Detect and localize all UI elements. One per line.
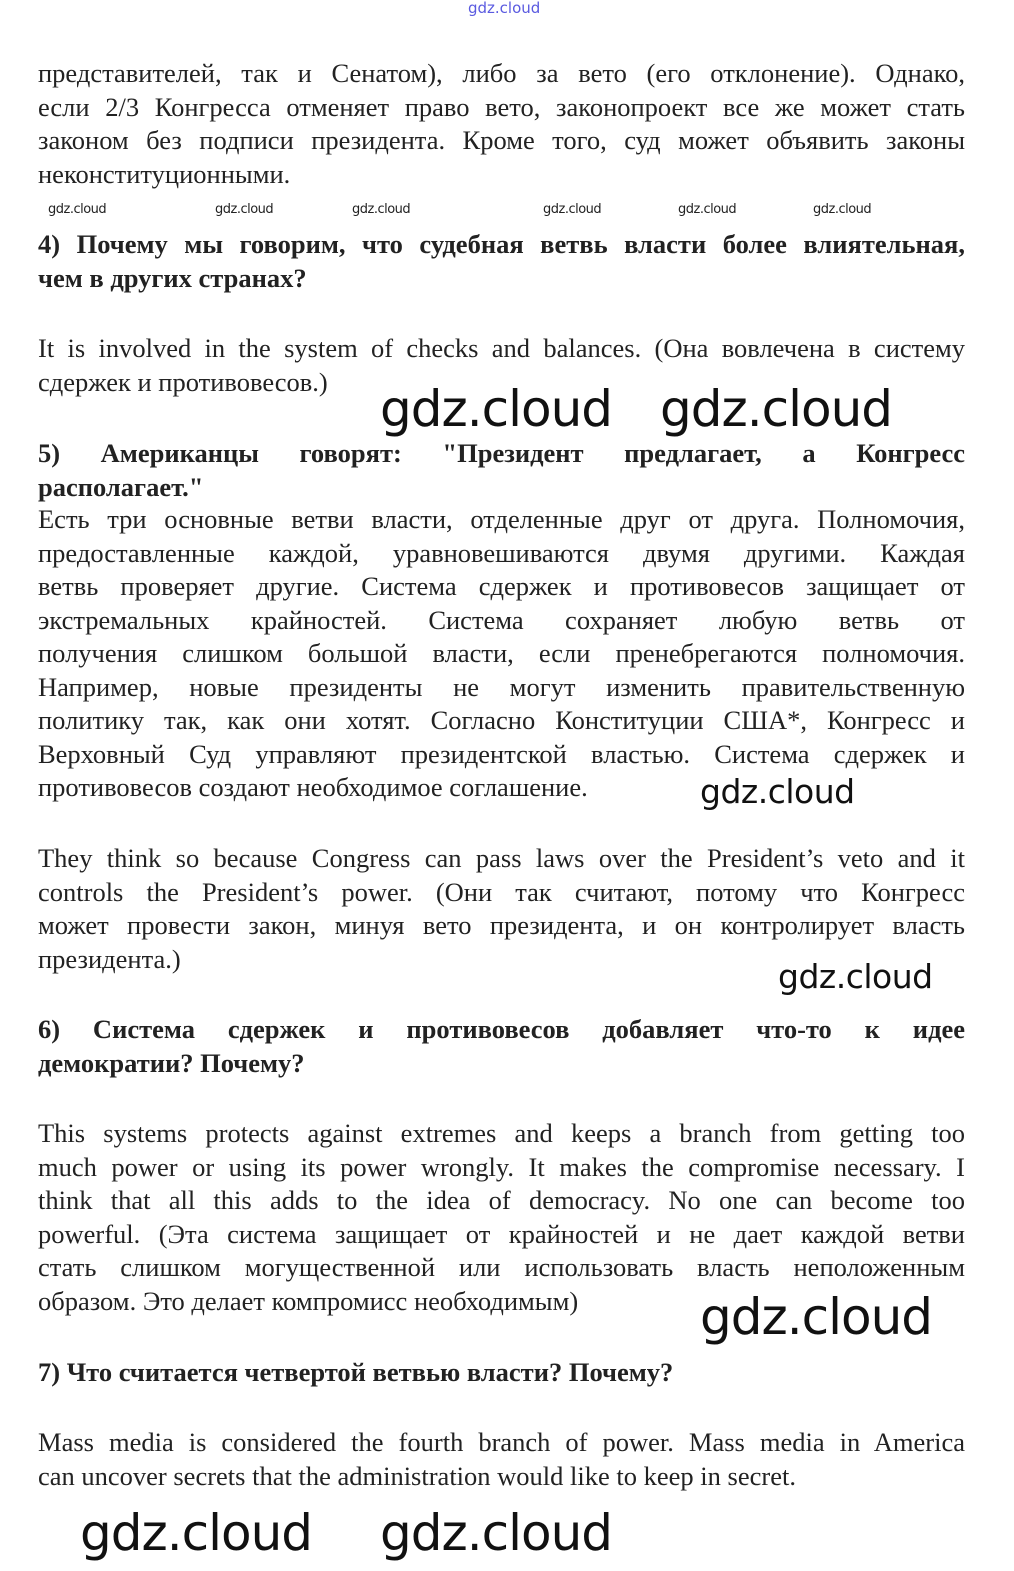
text-line: It is involved in the system of checks and balances. (Она вовлечена в систему — [38, 333, 965, 363]
text-line: powerful. (Эта система защищает от крайностей и не дает каждой ветви — [38, 1218, 965, 1249]
watermark-medium: gdz.cloud — [700, 772, 855, 811]
watermark-large: gdz.cloud — [660, 380, 893, 438]
text-line: получения слишком большой власти, если пренебрегаются полномочия. — [38, 638, 965, 668]
text-line: much power or using its power wrongly. It makes the compromise necessary. I — [38, 1151, 965, 1182]
watermark-large: gdz.cloud — [380, 380, 613, 438]
text-line: think that all this adds to the idea of democracy. No one can become too — [38, 1185, 965, 1215]
watermark-small: gdz.cloud — [215, 202, 274, 217]
watermark-small: gdz.cloud — [48, 202, 107, 217]
text-line: демократии? Почему? — [38, 1047, 305, 1078]
text-line: может провести закон, минуя вето президента, и он контролирует власть — [38, 910, 965, 940]
text-line: can uncover secrets that the administration would like to keep in secret. — [38, 1460, 796, 1491]
watermark-large: gdz.cloud — [380, 1504, 613, 1562]
text-line: ветвь проверяет другие. Система сдержек и противовесов защищает от — [38, 571, 965, 601]
question-7 — [38, 1356, 965, 1390]
text-line: 4) Почему мы говорим, что судебная ветвь власти более влиятельная, — [38, 229, 965, 259]
text-line: 6) Система сдержек и противовесов добавляет что-то к идее — [38, 1014, 965, 1044]
text-line: президента.) — [38, 943, 181, 974]
text-line: чем в других странах? — [38, 262, 307, 293]
text-line: стать слишком могущественной или использовать власть неположенным — [38, 1252, 965, 1282]
text-line: Mass media is considered the fourth branch of power. Mass media in America — [38, 1427, 965, 1457]
paragraph-veto — [38, 57, 965, 191]
text-line: образом. Это делает компромисс необходимым) — [38, 1285, 579, 1316]
text-line: This systems protects against extremes and keeps a branch from getting too — [38, 1118, 965, 1148]
text-line: 5) Американцы говорят: "Президент предлагает, а Конгресс — [38, 438, 965, 468]
text-line: располагает." — [38, 471, 204, 502]
watermark-large: gdz.cloud — [700, 1288, 933, 1346]
text-line: предоставленные каждой, уравновешиваются двумя другими. Каждая — [38, 537, 965, 568]
text-line: Например, новые президенты не могут изменить правительственную — [38, 671, 965, 702]
watermark-small: gdz.cloud — [543, 202, 602, 217]
question-4 — [38, 228, 965, 295]
text-line: неконституционными. — [38, 158, 291, 189]
watermark-small: gdz.cloud — [813, 202, 872, 217]
text-line: политику так, как они хотят. Согласно Конституции США*, Конгресс и — [38, 705, 965, 735]
text-line: сдержек и противовесов.) — [38, 366, 328, 397]
text-line: экстремальных крайностей. Система сохраняет любую ветвь от — [38, 604, 965, 635]
answer-7 — [38, 1426, 965, 1493]
watermark-top-link[interactable]: gdz.cloud — [468, 0, 541, 17]
text-line: controls the President’s power. (Они так считают, потому что Конгресс — [38, 876, 965, 907]
text-line: противовесов создают необходимое соглашение. — [38, 772, 588, 802]
text-line: They think so because Congress can pass laws over the President’s veto and it — [38, 843, 965, 873]
text-line: представителей, так и Сенатом), либо за вето (его отклонение). Однако, — [38, 58, 965, 88]
question-5 — [38, 437, 965, 504]
text-line: Верховный Суд управляют президентской властью. Система сдержек и — [38, 738, 965, 769]
watermark-small: gdz.cloud — [352, 202, 411, 217]
answer-5-ru — [38, 503, 965, 805]
watermark-small: gdz.cloud — [678, 202, 737, 217]
watermark-large: gdz.cloud — [80, 1504, 313, 1562]
text-line: Есть три основные ветви власти, отделенные друг от друга. Полномочия, — [38, 504, 965, 534]
text-line: законом без подписи президента. Кроме того, суд может объявить законы — [38, 125, 965, 155]
question-6 — [38, 1013, 965, 1080]
text-line: если 2/3 Конгресса отменяет право вето, законопроект все же может стать — [38, 91, 965, 122]
text-line: 7) Что считается четвертой ветвью власти? Почему? — [38, 1357, 674, 1387]
watermark-medium: gdz.cloud — [778, 957, 933, 996]
answer-5-en — [38, 842, 965, 976]
